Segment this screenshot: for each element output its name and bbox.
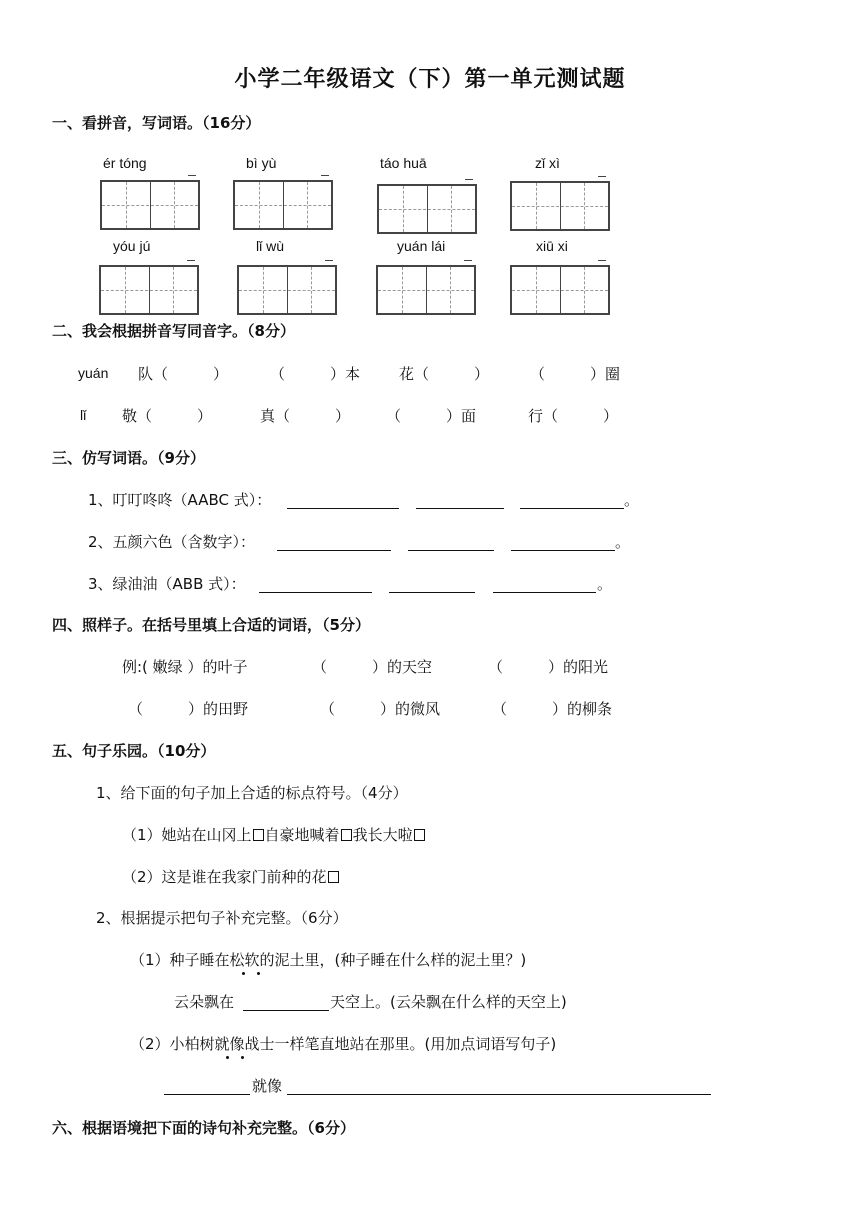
pinyin-label: yóu jú [113,238,151,254]
fill-item[interactable]: （ ）的柳条 [492,700,613,718]
homophone-item[interactable]: 真（ ） [260,407,351,425]
writing-grid[interactable] [376,265,476,315]
pinyin-label: yuán [78,365,109,381]
emphasis-dot [242,972,245,975]
section-4-heading: 四、照样子。在括号里填上合适的词语，（5分） [52,616,370,634]
emphasis-dot [257,972,260,975]
fill-suffix: 天空上。(云朵飘在什么样的天空上) [330,993,567,1011]
homophone-item[interactable]: 敬（ ） [122,407,213,425]
fill-prefix: 云朵飘在 [174,993,235,1011]
answer-blank[interactable] [243,1010,329,1011]
homophone-item[interactable]: （ ）面 [386,407,477,425]
emphasis-dot [241,1056,244,1059]
answer-blank[interactable] [287,1094,711,1095]
pinyin-label: yuán lái [397,238,446,254]
section-5-heading: 五、句子乐园。（10分） [52,742,216,760]
question-text: 2、根据提示把句子补充完整。（6分） [96,909,348,927]
imitation-item: 1、叮叮咚咚（AABC 式）： [88,491,272,509]
punctuation-box[interactable] [414,829,425,841]
answer-blank[interactable] [259,592,372,593]
example-item: 例:( 嫩绿 ）的叶子 [122,658,248,676]
fill-item[interactable]: （ ）的天空 [312,658,433,676]
writing-grid[interactable] [377,184,477,234]
writing-grid[interactable] [233,180,333,230]
answer-blank[interactable] [408,550,494,551]
fill-item[interactable]: （ ）的微风 [320,700,441,718]
pinyin-label: ér tóng [103,155,147,171]
homophone-item[interactable]: 行（ ） [528,407,619,425]
answer-blank[interactable] [511,550,615,551]
pinyin-label: xiū xi [536,238,568,254]
writing-grid[interactable] [510,181,610,231]
punctuation-sentence: （2）这是谁在我家门前种的花 [122,866,340,887]
punctuation-box[interactable] [328,871,339,883]
fill-item[interactable]: （ ）的阳光 [488,658,609,676]
section-2-heading: 二、我会根据拼音写同音字。（8分） [52,322,295,340]
pinyin-label: táo huā [380,155,427,171]
period: 。 [597,575,613,593]
pinyin-label: lǐ [80,407,87,423]
writing-grid[interactable] [99,265,199,315]
writing-grid[interactable] [100,180,200,230]
section-1-heading: 一、看拼音，写词语。（16分） [52,114,261,132]
pinyin-label: lǐ wù [256,238,285,254]
homophone-item[interactable]: （ ）本 [270,365,361,383]
homophone-item[interactable]: （ ）圈 [530,365,621,383]
answer-blank[interactable] [493,592,596,593]
answer-blank[interactable] [520,508,624,509]
punctuation-box[interactable] [341,829,352,841]
question-text: 1、给下面的句子加上合适的标点符号。（4分） [96,784,408,802]
answer-blank[interactable] [277,550,391,551]
page-title: 小学二年级语文（下）第一单元测试题 [234,67,626,92]
answer-blank[interactable] [389,592,475,593]
punctuation-box[interactable] [253,829,264,841]
section-6-heading: 六、根据语境把下面的诗句补充完整。（6分） [52,1119,355,1137]
answer-blank[interactable] [287,508,399,509]
homophone-item[interactable]: 花（ ） [399,365,490,383]
writing-grid[interactable] [510,265,610,315]
sentence-prompt: （1）种子睡在松软的泥土里，(种子睡在什么样的泥土里？) [130,951,527,969]
period: 。 [624,491,640,509]
pinyin-label: zǐ xì [535,155,560,171]
imitation-item: 2、五颜六色（含数字）： [88,533,256,551]
sentence-prompt: （2）小柏树就像战士一样笔直地站在那里。(用加点词语写句子) [130,1035,557,1053]
imitation-item: 3、绿油油（ABB 式）： [88,575,246,593]
emphasis-dot [226,1056,229,1059]
answer-blank[interactable] [164,1094,250,1095]
writing-grid[interactable] [237,265,337,315]
homophone-item[interactable]: 队（ ） [138,365,229,383]
fill-item[interactable]: （ ）的田野 [128,700,249,718]
pinyin-label: bì yù [246,155,277,171]
punctuation-sentence: （1）她站在山冈上 自豪地喊着 我长大啦 [122,824,426,845]
period: 。 [615,533,631,551]
section-3-heading: 三、仿写词语。（9分） [52,449,205,467]
fill-middle: 就像 [252,1077,283,1095]
answer-blank[interactable] [416,508,504,509]
